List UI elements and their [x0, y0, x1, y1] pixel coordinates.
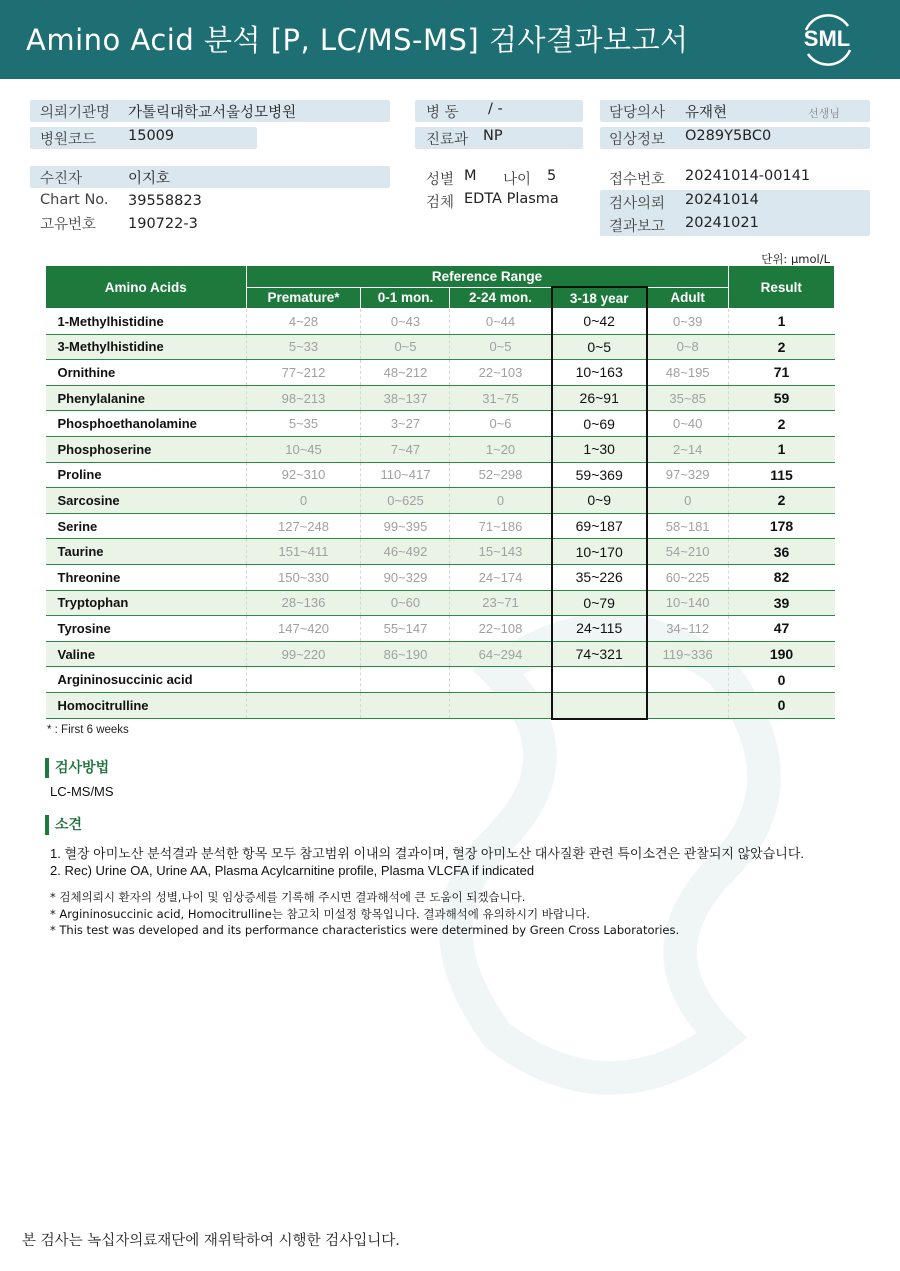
- result-cell: 0: [728, 692, 835, 718]
- table-row: [46, 667, 835, 693]
- reference-range-cell: 10~170: [552, 539, 647, 565]
- amino-acid-name: Phenylalanine: [46, 385, 247, 411]
- reference-range-cell: 64~294: [450, 641, 552, 667]
- reference-range-cell: 10~163: [552, 360, 647, 386]
- col-header-2-24-mon: 2-24 mon.: [450, 287, 552, 309]
- col-header-reference-range: Reference Range: [246, 266, 728, 288]
- age-value: 5: [547, 168, 557, 184]
- reference-range-cell: 24~174: [450, 564, 552, 590]
- reference-range-cell: 59~369: [552, 462, 647, 488]
- reference-range-cell: 0~60: [361, 590, 450, 616]
- ward-value: / -: [488, 101, 503, 117]
- reference-range-cell: 0~5: [552, 334, 647, 360]
- table-row: [46, 590, 835, 616]
- reference-range-cell: 119~336: [647, 641, 728, 667]
- col-header-adult: Adult: [647, 287, 728, 309]
- amino-acid-name: 1-Methylhistidine: [46, 309, 247, 335]
- reference-range-cell: 0~39: [647, 309, 728, 335]
- reference-range-cell: 0~6: [450, 411, 552, 437]
- reference-range-cell: 28~136: [246, 590, 361, 616]
- reference-range-cell: 99~395: [361, 513, 450, 539]
- table-footnote: * : First 6 weeks: [47, 724, 129, 736]
- opinion-title: 소견: [45, 815, 82, 835]
- note-line-1: * 검체의뢰시 환자의 성별,나이 및 임상증세를 기록해 주시면 결과해석에 큰 도움이 되겠습니다.: [50, 890, 526, 904]
- reference-range-cell: 110~417: [361, 462, 450, 488]
- table-row: [46, 564, 835, 590]
- reference-range-cell: 71~186: [450, 513, 552, 539]
- table-row: [46, 641, 835, 667]
- patient-label: 수진자: [40, 171, 83, 187]
- reference-range-cell: 26~91: [552, 385, 647, 411]
- reference-range-cell: 3~27: [361, 411, 450, 437]
- reference-range-cell: 48~195: [647, 360, 728, 386]
- table-row: [46, 360, 835, 386]
- reference-range-cell: 77~212: [246, 360, 361, 386]
- dept-label: 진료과: [426, 132, 469, 148]
- result-cell: 59: [728, 385, 835, 411]
- reference-range-cell: 147~420: [246, 616, 361, 642]
- clinical-label: 임상정보: [609, 132, 666, 148]
- reference-range-cell: 86~190: [361, 641, 450, 667]
- table-row: [46, 488, 835, 514]
- unit-label: 단위: μmol/L: [761, 252, 830, 266]
- method-title: 검사방법: [45, 758, 109, 778]
- report-date-label: 결과보고: [609, 219, 666, 235]
- reference-range-cell: 5~35: [246, 411, 361, 437]
- reference-range-cell: 5~33: [246, 334, 361, 360]
- receipt-value: 20241014-00141: [685, 168, 811, 184]
- col-header-0-1-mon: 0-1 mon.: [361, 287, 450, 309]
- table-row: [46, 539, 835, 565]
- method-text: LC-MS/MS: [50, 784, 114, 799]
- reference-range-cell: 34~112: [647, 616, 728, 642]
- report-date-value: 20241021: [685, 215, 759, 231]
- reference-range-cell: [450, 667, 552, 693]
- reference-range-cell: 22~103: [450, 360, 552, 386]
- reference-range-cell: 0~625: [361, 488, 450, 514]
- ward-label: 병 동: [426, 105, 459, 121]
- reference-range-cell: 52~298: [450, 462, 552, 488]
- clinical-value: O289Y5BC0: [685, 128, 772, 144]
- table-row: [46, 462, 835, 488]
- amino-acid-name: Serine: [46, 513, 247, 539]
- result-cell: 82: [728, 564, 835, 590]
- reference-range-cell: 2~14: [647, 436, 728, 462]
- reference-range-cell: 150~330: [246, 564, 361, 590]
- reference-range-cell: 35~85: [647, 385, 728, 411]
- reference-range-cell: [361, 667, 450, 693]
- request-label: 검사의뢰: [609, 196, 666, 212]
- result-cell: 2: [728, 334, 835, 360]
- reference-range-cell: 99~220: [246, 641, 361, 667]
- hospital-code-value: 15009: [128, 128, 175, 144]
- table-row: [46, 616, 835, 642]
- col-header-result: Result: [728, 266, 835, 309]
- amino-acid-name: Sarcosine: [46, 488, 247, 514]
- reference-range-cell: 31~75: [450, 385, 552, 411]
- reference-range-cell: [552, 667, 647, 693]
- reference-range-cell: 22~108: [450, 616, 552, 642]
- note-line-3: * This test was developed and its performance characteristics were determined by Green Cross Laboratories.: [50, 923, 680, 937]
- reference-range-cell: [246, 692, 361, 718]
- col-header-3-18-year: 3-18 year: [552, 287, 647, 309]
- request-value: 20241014: [685, 192, 759, 208]
- reference-range-cell: [647, 667, 728, 693]
- sex-label: 성별: [426, 172, 455, 188]
- table-row: [46, 385, 835, 411]
- reference-range-cell: 48~212: [361, 360, 450, 386]
- reference-range-cell: [647, 692, 728, 718]
- amino-acid-name: Phosphoethanolamine: [46, 411, 247, 437]
- result-cell: 0: [728, 667, 835, 693]
- reference-range-cell: 10~45: [246, 436, 361, 462]
- result-cell: 36: [728, 539, 835, 565]
- report-title: Amino Acid 분석 [P, LC/MS-MS] 검사결과보고서: [26, 23, 689, 57]
- reference-range-cell: [552, 692, 647, 718]
- note-line-2: * Argininosuccinic acid, Homocitrulline는 참고치 미설정 항목입니다. 결과해석에 유의하시기 바랍니다.: [50, 907, 590, 921]
- reference-range-cell: 24~115: [552, 616, 647, 642]
- table-row: [46, 692, 835, 718]
- col-header-amino-acids: Amino Acids: [46, 266, 247, 309]
- unique-value: 190722-3: [128, 216, 198, 232]
- amino-acid-name: Tyrosine: [46, 616, 247, 642]
- reference-range-cell: 92~310: [246, 462, 361, 488]
- reference-range-cell: 69~187: [552, 513, 647, 539]
- reference-range-cell: 0~44: [450, 309, 552, 335]
- table-row: [46, 513, 835, 539]
- reference-range-cell: 0~40: [647, 411, 728, 437]
- table-row: [46, 436, 835, 462]
- receipt-label: 접수번호: [609, 172, 666, 188]
- hospital-code-label: 병원코드: [40, 132, 97, 148]
- reference-range-cell: 60~225: [647, 564, 728, 590]
- doctor-label: 담당의사: [609, 105, 666, 121]
- reference-range-cell: 4~28: [246, 309, 361, 335]
- reference-range-cell: 0~69: [552, 411, 647, 437]
- amino-acid-name: Homocitrulline: [46, 692, 247, 718]
- sml-logo: [798, 12, 856, 66]
- reference-range-cell: 15~143: [450, 539, 552, 565]
- amino-acid-name: Argininosuccinic acid: [46, 667, 247, 693]
- table-row: [46, 411, 835, 437]
- reference-range-cell: 90~329: [361, 564, 450, 590]
- reference-range-cell: 54~210: [647, 539, 728, 565]
- reference-range-cell: 38~137: [361, 385, 450, 411]
- reference-range-cell: 151~411: [246, 539, 361, 565]
- institution-value: 가톨릭대학교서울성모병원: [128, 105, 297, 121]
- amino-acid-name: Tryptophan: [46, 590, 247, 616]
- reference-range-cell: 58~181: [647, 513, 728, 539]
- dept-value: NP: [483, 128, 503, 144]
- reference-range-cell: 7~47: [361, 436, 450, 462]
- table-row: [46, 309, 835, 335]
- amino-acid-name: 3-Methylhistidine: [46, 334, 247, 360]
- reference-range-cell: [361, 692, 450, 718]
- reference-range-cell: 55~147: [361, 616, 450, 642]
- amino-acid-name: Threonine: [46, 564, 247, 590]
- table-row: [46, 334, 835, 360]
- reference-range-cell: 46~492: [361, 539, 450, 565]
- result-cell: 2: [728, 488, 835, 514]
- reference-range-cell: 0~5: [450, 334, 552, 360]
- reference-range-cell: 0~5: [361, 334, 450, 360]
- opinion-line-1: 1. 혈장 아미노산 분석결과 분석한 항목 모두 참고범위 이내의 결과이며, 혈장 아미노산 대사질환 관련 특이소견은 관찰되지 않았습니다.: [50, 846, 804, 861]
- age-label: 나이: [503, 172, 532, 188]
- result-cell: 2: [728, 411, 835, 437]
- doctor-value: 유재현: [685, 105, 728, 121]
- logo-text: SML: [803, 26, 851, 51]
- reference-range-cell: 0~43: [361, 309, 450, 335]
- reference-range-cell: 127~248: [246, 513, 361, 539]
- bottom-note: 본 검사는 녹십자의료재단에 재위탁하여 시행한 검사입니다.: [22, 1233, 400, 1249]
- report-header: [0, 0, 900, 79]
- reference-range-cell: 10~140: [647, 590, 728, 616]
- amino-table-body: [46, 309, 835, 719]
- amino-acid-table: [45, 265, 835, 720]
- reference-range-cell: 0~8: [647, 334, 728, 360]
- amino-acid-name: Proline: [46, 462, 247, 488]
- patient-value: 이지호: [128, 171, 171, 187]
- result-cell: 190: [728, 641, 835, 667]
- amino-acid-name: Ornithine: [46, 360, 247, 386]
- result-cell: 47: [728, 616, 835, 642]
- reference-range-cell: 0: [246, 488, 361, 514]
- reference-range-cell: 1~30: [552, 436, 647, 462]
- specimen-label: 검체: [426, 195, 455, 211]
- reference-range-cell: 98~213: [246, 385, 361, 411]
- institution-label: 의뢰기관명: [40, 105, 111, 121]
- reference-range-cell: [246, 667, 361, 693]
- reference-range-cell: 23~71: [450, 590, 552, 616]
- reference-range-cell: 1~20: [450, 436, 552, 462]
- amino-acid-name: Taurine: [46, 539, 247, 565]
- sex-value: M: [464, 168, 477, 184]
- reference-range-cell: 0~42: [552, 309, 647, 335]
- reference-range-cell: 74~321: [552, 641, 647, 667]
- specimen-value: EDTA Plasma: [464, 191, 559, 207]
- result-cell: 1: [728, 436, 835, 462]
- reference-range-cell: 0: [647, 488, 728, 514]
- result-cell: 115: [728, 462, 835, 488]
- result-cell: 39: [728, 590, 835, 616]
- reference-range-cell: 0~9: [552, 488, 647, 514]
- reference-range-cell: [450, 692, 552, 718]
- chart-value: 39558823: [128, 193, 202, 209]
- reference-range-cell: 0: [450, 488, 552, 514]
- reference-range-cell: 0~79: [552, 590, 647, 616]
- reference-range-cell: 35~226: [552, 564, 647, 590]
- col-header-premature: Premature*: [246, 287, 361, 309]
- amino-acid-name: Phosphoserine: [46, 436, 247, 462]
- result-cell: 71: [728, 360, 835, 386]
- amino-acid-name: Valine: [46, 641, 247, 667]
- doctor-suffix: 선생님: [808, 107, 840, 120]
- chart-label: Chart No.: [40, 192, 109, 208]
- result-cell: 1: [728, 309, 835, 335]
- reference-range-cell: 97~329: [647, 462, 728, 488]
- unique-label: 고유번호: [40, 217, 97, 233]
- opinion-line-2: 2. Rec) Urine OA, Urine AA, Plasma Acylcarnitine profile, Plasma VLCFA if indicated: [50, 863, 535, 878]
- result-cell: 178: [728, 513, 835, 539]
